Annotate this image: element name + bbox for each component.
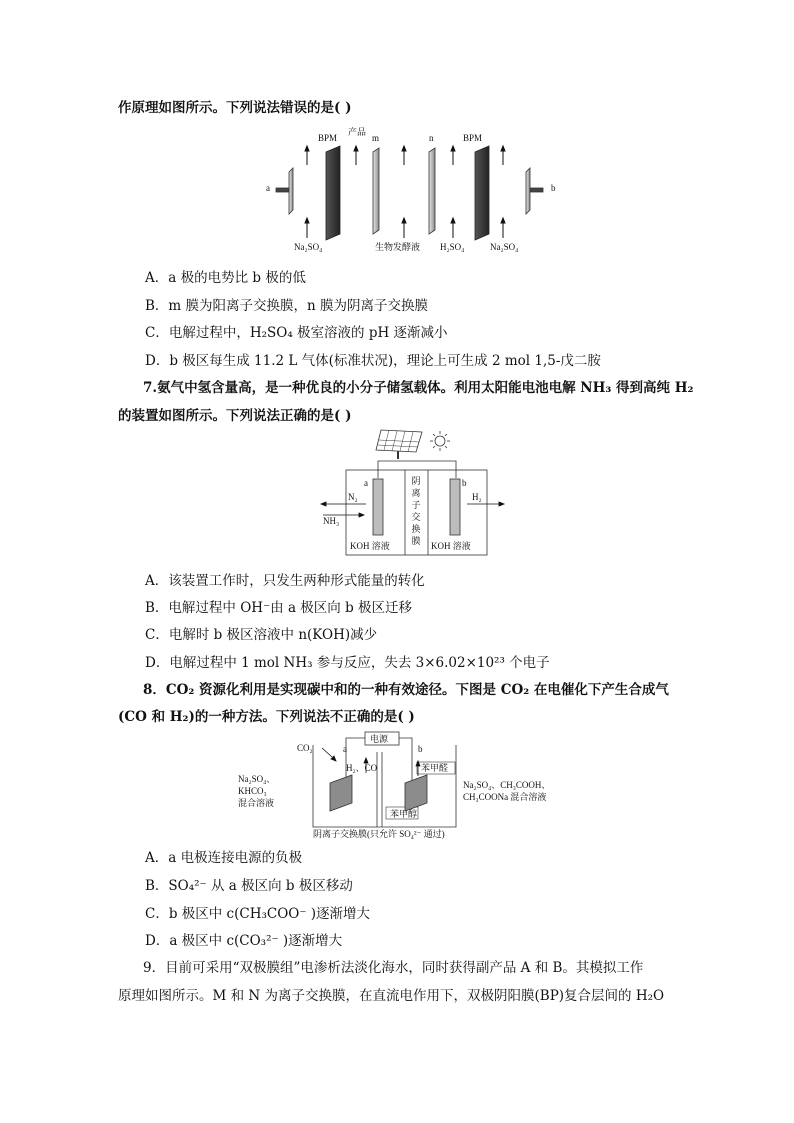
left-solution-line3: 混合溶液 bbox=[238, 798, 275, 808]
electrode-a-label: a bbox=[343, 744, 347, 754]
bpm-left-membrane bbox=[326, 146, 340, 240]
h2-label: H₂ bbox=[472, 492, 482, 502]
q7-figure bbox=[0, 425, 794, 560]
right-solution-line2: CH₃COONa 混合溶液 bbox=[463, 792, 547, 802]
na2so4-right-label: Na₂SO₄ bbox=[490, 242, 519, 252]
svg-text:交: 交 bbox=[411, 512, 421, 522]
electrode-a-label: a bbox=[266, 183, 270, 193]
q6-figure bbox=[0, 125, 794, 255]
electrode-b-label: b bbox=[418, 744, 423, 754]
q7-option-c: C．电解时 b 极区溶液中 n(KOH)减少 bbox=[145, 627, 378, 643]
svg-text:膜: 膜 bbox=[411, 536, 421, 546]
q8-option-c: C．b 极区中 c(CH₃COO⁻ )逐渐增大 bbox=[145, 906, 371, 922]
electrode-b bbox=[526, 168, 543, 214]
na2so4-left-label: Na₂SO₄ bbox=[294, 242, 323, 252]
q7-option-a: A．该装置工作时，只发生两种形式能量的转化 bbox=[145, 573, 425, 589]
q9-stem-line2: 原理如图所示。M 和 N 为离子交换膜，在直流电作用下，双极阴阳膜(BP)复合层间的 H₂O bbox=[118, 988, 665, 1004]
power-source-label: 电源 bbox=[370, 734, 389, 744]
electrode-a bbox=[330, 775, 352, 811]
h2-co-label: H₂、CO bbox=[346, 763, 378, 773]
bpm-right-membrane bbox=[475, 146, 489, 240]
q6-option-d: D．b 极区每生成 11.2 L 气体(标准状况)，理论上可生成 2 mol 1,5-戊二胺 bbox=[145, 353, 601, 369]
q6-intro: 作原理如图所示。下列说法错误的是( ) bbox=[118, 100, 352, 116]
electrode-b bbox=[450, 479, 460, 535]
electrode-b-label: b bbox=[462, 478, 467, 488]
m-label: m bbox=[372, 133, 380, 143]
n2-label: N₂ bbox=[348, 492, 358, 502]
svg-text:子: 子 bbox=[411, 500, 421, 510]
q7-stem-line2: 的装置如图所示。下列说法正确的是( ) bbox=[118, 408, 352, 424]
electrode-b bbox=[405, 775, 427, 811]
m-membrane bbox=[373, 148, 379, 234]
q7-option-d: D．电解过程中 1 mol NH₃ 参与反应，失去 3×6.02×10²³ 个电子 bbox=[145, 655, 550, 671]
sun-icon bbox=[430, 431, 450, 451]
koh-right-label: KOH 溶液 bbox=[431, 541, 471, 551]
nh3-label: NH₃ bbox=[323, 516, 340, 526]
q8-option-a: A．a 电极连接电源的负极 bbox=[145, 850, 303, 866]
broth-label: 生物发酵液 bbox=[375, 242, 421, 252]
product-label: 产品 bbox=[348, 127, 367, 137]
svg-text:换: 换 bbox=[411, 524, 421, 534]
h2so4-label: H₂SO₄ bbox=[440, 242, 465, 252]
solar-panel-icon bbox=[376, 430, 422, 459]
q8-stem-line2: (CO 和 H₂)的一种方法。下列说法不正确的是( ) bbox=[118, 709, 415, 725]
koh-left-label: KOH 溶液 bbox=[350, 541, 390, 551]
benzaldehyde-label: 苯甲醛 bbox=[421, 763, 449, 773]
svg-text:离: 离 bbox=[411, 488, 421, 498]
q7-stem-line1: 7.氨气中氢含量高，是一种优良的小分子储氢载体。利用太阳能电池电解 NH₃ 得到高纯 H₂ bbox=[143, 380, 694, 396]
q6-option-b: B．m 膜为阳离子交换膜，n 膜为阴离子交换膜 bbox=[145, 298, 428, 314]
q8-option-b: B．SO₄²⁻ 从 a 极区向 b 极区移动 bbox=[145, 878, 353, 894]
electrode-a-label: a bbox=[364, 478, 368, 488]
n-label: n bbox=[429, 133, 434, 143]
electrode-a bbox=[276, 168, 293, 214]
q8-option-d: D．a 极区中 c(CO₃²⁻ )逐渐增大 bbox=[145, 933, 343, 949]
bpm-right-label: BPM bbox=[463, 133, 483, 143]
membrane-label bbox=[411, 476, 420, 546]
right-solution-line1: Na₂SO₄、CH₃COOH、 bbox=[463, 780, 551, 790]
benzyl-alcohol-label: 苯甲醇 bbox=[390, 809, 418, 819]
q6-option-a: A．a 极的电势比 b 极的低 bbox=[145, 270, 306, 286]
bpm-left-label: BPM bbox=[318, 133, 338, 143]
q9-stem-line1: 9．目前可采用“双极膜组”电渗析法淡化海水，同时获得副产品 A 和 B。其模拟工作 bbox=[143, 960, 644, 976]
q6-option-c: C．电解过程中，H₂SO₄ 极室溶液的 pH 逐渐减小 bbox=[145, 325, 448, 341]
svg-text:阴: 阴 bbox=[411, 476, 421, 486]
n-membrane bbox=[429, 148, 435, 234]
electrode-b-label: b bbox=[551, 183, 556, 193]
electrode-a bbox=[373, 479, 383, 535]
q8-figure bbox=[0, 727, 794, 842]
q7-option-b: B．电解过程中 OH⁻由 a 极区向 b 极区迁移 bbox=[145, 600, 413, 616]
q8-stem-line1: 8．CO₂ 资源化利用是实现碳中和的一种有效途径。下图是 CO₂ 在电催化下产生合成气 bbox=[143, 682, 669, 698]
left-solution-line1: Na₂SO₄、 bbox=[238, 774, 276, 784]
membrane-note: 阴离子交换膜(只允许 SO₄²⁻ 通过) bbox=[313, 829, 445, 839]
co2-label: CO₂ bbox=[297, 743, 313, 753]
left-solution-line2: KHCO₃ bbox=[238, 786, 267, 796]
